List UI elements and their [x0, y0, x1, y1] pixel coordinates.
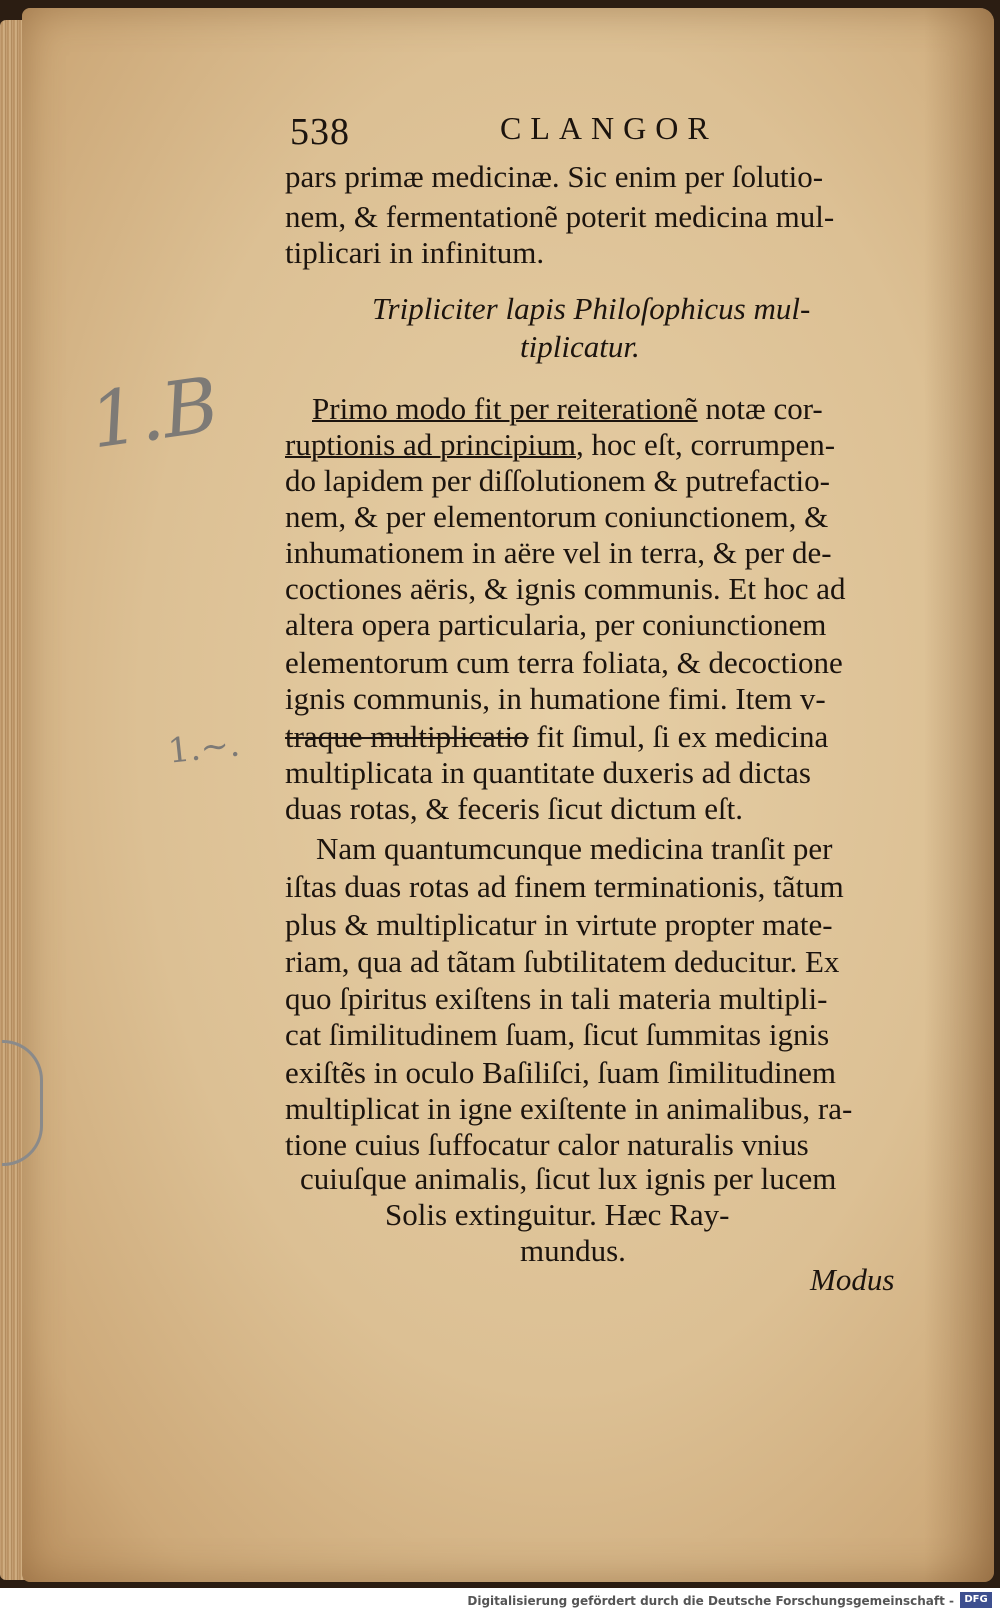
- text-line: pars primæ medicinæ. Sic enim per ſolutio-: [285, 159, 824, 194]
- line-rest: , hoc eſt, corrumpen-: [576, 427, 836, 462]
- line-rest: fit ſimul, ſi ex medicina: [528, 719, 829, 754]
- text-line: tiplicari in infinitum.: [285, 235, 545, 270]
- text-line: cuiuſque animalis, ſicut lux ignis per lucem: [300, 1161, 837, 1196]
- struck-text: traque multiplicatio: [285, 719, 529, 754]
- text-line: exiſtẽs in oculo Baſiliſci, ſuam ſimilitudinem: [285, 1055, 837, 1090]
- text-line: multiplicat in igne exiſtente in animalibus, ra-: [285, 1091, 853, 1126]
- text-line: coctiones aëris, & ignis communis. Et hoc ad: [285, 571, 846, 606]
- struck-text: Primo modo fit per reiterationẽ: [312, 391, 698, 426]
- text-line: riam, qua ad tãtam ſubtilitatem deducitur. Ex: [285, 944, 840, 979]
- text-line: inhumationem in aëre vel in terra, & per de-: [285, 535, 832, 570]
- footer-credit: Digitalisierung gefördert durch die Deutsche Forschungsgemeinschaft -: [467, 1594, 954, 1608]
- text-line: elementorum cum terra foliata, & decoctione: [285, 645, 843, 680]
- text-line: Nam quantumcunque medicina tranſit per: [316, 831, 833, 866]
- page-number: 538: [290, 111, 350, 153]
- text-line: tione cuius ſuffocatur calor naturalis vnius: [285, 1127, 809, 1162]
- section-heading: Tripliciter lapis Philoſophicus mul-: [372, 291, 811, 326]
- text-line: mundus.: [520, 1233, 626, 1268]
- line-rest: notæ cor-: [697, 391, 823, 426]
- text-line: cat ſimilitudinem ſuam, ſicut ſummitas ignis: [285, 1017, 830, 1052]
- text-line: nem, & fermentationẽ poterit medicina mul-: [285, 199, 835, 234]
- struck-text: ruptionis ad principium: [285, 427, 577, 462]
- pencil-annotation: 1.~.: [166, 724, 242, 772]
- text-line: [312, 392, 823, 426]
- text-line: duas rotas, & feceris ſicut dictum eſt.: [285, 791, 743, 826]
- catchword: Modus: [810, 1262, 895, 1297]
- text-line: iſtas duas rotas ad finem terminationis, tãtum: [285, 869, 844, 904]
- text-line: [285, 720, 828, 754]
- section-heading: tiplicatur.: [520, 329, 640, 364]
- pencil-annotation: 1.B: [84, 359, 224, 466]
- text-line: ignis communis, in humatione fimi. Item v-: [285, 681, 826, 716]
- binding-clip: [2, 1040, 43, 1166]
- text-line: altera opera particularia, per coniunctionem: [285, 607, 827, 642]
- text-line: plus & multiplicatur in virtute propter mate-: [285, 907, 833, 942]
- running-head: CLANGOR: [500, 110, 718, 146]
- text-line: Solis extinguitur. Hæc Ray-: [385, 1197, 730, 1232]
- text-line: quo ſpiritus exiſtens in tali materia multipli-: [285, 981, 828, 1016]
- text-line: multiplicata in quantitate duxeris ad dictas: [285, 755, 811, 790]
- dfg-logo: DFG: [960, 1592, 992, 1608]
- text-line: do lapidem per diſſolutionem & putrefactio-: [285, 463, 830, 498]
- text-line: nem, & per elementorum coniunctionem, &: [285, 499, 829, 534]
- text-line: [285, 428, 835, 462]
